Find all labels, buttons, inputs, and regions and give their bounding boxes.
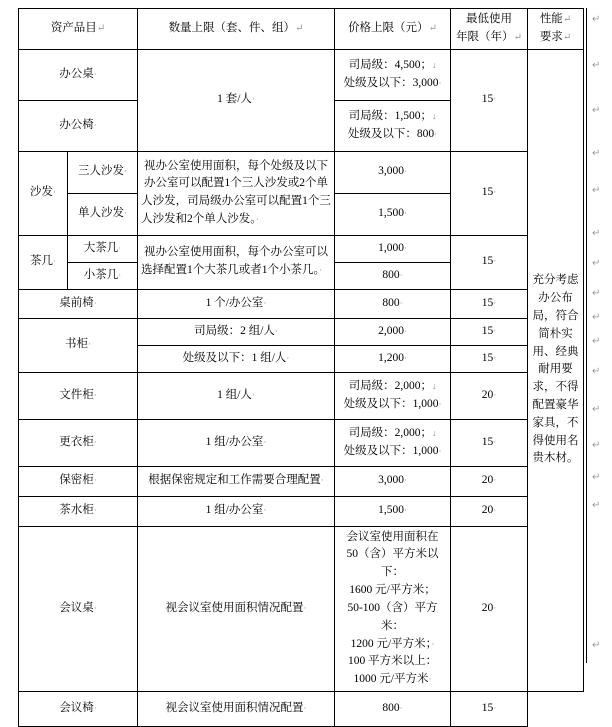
header-perf-line2: 要求	[539, 30, 563, 43]
cell-price-file-cabinet	[335, 372, 451, 419]
pilcrow-mark: ↵	[562, 14, 572, 25]
format-mark: ·	[438, 77, 442, 88]
item-label: 会议椅	[59, 702, 94, 715]
quantity-value: 1 个/办公室	[205, 296, 264, 309]
row-item-tea-cabinet	[19, 496, 138, 526]
format-mark: ·	[93, 475, 97, 486]
item-label: 保密柜	[59, 474, 94, 487]
pilcrow-icon: ↵	[592, 366, 601, 377]
cell-price-bookcase-junior	[335, 345, 451, 372]
row-group-sofa	[19, 151, 68, 235]
price-tier-line: 会议室使用面积在	[346, 530, 439, 543]
quantity-value: 1 组/办公室	[205, 435, 264, 448]
years-value: 15	[481, 324, 494, 337]
quantity-value: 视会议室使用面积情况配置	[165, 702, 304, 715]
cell-price-desk	[335, 49, 451, 100]
format-mark: ·	[438, 398, 442, 409]
format-mark: ·	[399, 703, 403, 714]
table-row	[19, 372, 584, 419]
pilcrow-icon: ↵	[592, 336, 601, 347]
wrap-mark: ↓	[431, 110, 437, 121]
pilcrow-icon: ↵	[592, 500, 601, 511]
sub-item-label: 大茶几	[83, 241, 119, 254]
page-right-rule	[586, 8, 587, 663]
row-item-file-cabinet	[19, 372, 138, 419]
cell-years-wardrobe	[451, 419, 528, 466]
cell-quantity-conference-table	[138, 526, 335, 691]
format-mark: ·	[403, 208, 407, 219]
wrap-mark: ↓	[431, 427, 437, 438]
format-mark: ·	[493, 352, 497, 363]
group-label: 沙发	[30, 186, 53, 199]
quantity-value: 视办公室使用面积，每个处级及以下办公室可以配置1个三人沙发或2个单人沙发，司局级办公室可以配置1个三人沙发和2个单人沙发。	[141, 159, 331, 225]
pilcrow-icon: ↵	[592, 105, 601, 116]
cell-price-tea-cabinet	[335, 496, 451, 526]
format-mark: ·	[493, 703, 497, 714]
row-sub-small-tea-table	[68, 262, 138, 289]
cell-years-tea-table	[451, 235, 528, 289]
price-tier-line: 1600 元/平方米；	[349, 584, 436, 597]
format-mark: ·	[93, 119, 97, 130]
format-mark: ·	[493, 94, 497, 105]
row-item-chair	[19, 100, 138, 151]
format-mark: ·	[319, 265, 323, 276]
format-mark: ·	[303, 703, 307, 714]
table-row	[19, 419, 584, 466]
cell-price-conference-table	[335, 526, 451, 691]
format-mark: ·	[399, 269, 403, 280]
cell-price-small-tea-table	[335, 262, 451, 289]
row-item-front-desk-chair	[19, 289, 138, 318]
wrap-mark: ↓	[431, 380, 437, 391]
header-perf-line1: 性能	[539, 13, 563, 25]
cell-quantity-desk-chair	[138, 49, 335, 151]
format-mark: ·	[286, 352, 290, 363]
pilcrow-mark: ↵	[295, 22, 304, 34]
years-value: 15	[481, 435, 494, 448]
price-tier-line: 1000 元/平方米	[353, 673, 429, 686]
row-item-wardrobe	[19, 419, 138, 466]
cell-years-bookcase-senior	[451, 318, 528, 345]
format-mark: ·	[251, 94, 255, 105]
item-label: 桌前椅	[59, 296, 94, 309]
price-value: 1,000	[378, 241, 404, 254]
table-row	[19, 235, 584, 262]
format-mark: ·	[403, 505, 407, 516]
format-mark: ·	[256, 213, 260, 224]
price-value: 2,000	[378, 324, 404, 337]
price-line-2: 处级及以下：800	[347, 127, 435, 140]
pilcrow-icon: ↵	[592, 148, 601, 159]
cell-quantity-file-cabinet	[138, 372, 335, 419]
format-mark: ·	[493, 389, 497, 400]
format-mark: ·	[124, 166, 127, 177]
format-mark: ·	[403, 166, 407, 177]
format-mark: ·	[263, 505, 267, 516]
table-row	[19, 496, 584, 526]
cell-years-front-desk-chair	[451, 289, 528, 318]
pilcrow-mark: ↵	[513, 31, 522, 43]
format-mark: ·	[493, 256, 497, 267]
years-value: 15	[481, 255, 494, 268]
pilcrow-icon: ↵	[592, 404, 601, 415]
row-item-conference-chair	[19, 691, 138, 726]
cell-years-sofa	[451, 151, 528, 235]
format-mark: ·	[93, 703, 97, 714]
row-item-security-cabinet	[19, 466, 138, 496]
format-mark: ·	[263, 297, 267, 308]
quantity-value: 视办公室使用面积，每个办公室可以选择配置1个大茶几或者1个小茶几。	[141, 246, 329, 277]
format-mark: ·	[493, 436, 497, 447]
cell-years-conference-chair	[451, 691, 528, 726]
header-item	[19, 9, 138, 50]
format-mark: ·	[118, 269, 122, 280]
format-mark: ·	[93, 297, 97, 308]
price-value: 3,000	[378, 165, 404, 178]
sub-item-label: 单人沙发	[78, 207, 124, 220]
cell-price-three-seat-sofa	[335, 151, 451, 193]
format-mark: ·	[263, 436, 267, 447]
format-mark: ·	[93, 436, 97, 447]
format-mark: ·	[251, 389, 255, 400]
cell-quantity-bookcase-senior	[138, 318, 335, 345]
cell-quantity-security-cabinet	[138, 466, 335, 496]
cell-price-wardrobe	[335, 419, 451, 466]
cell-years-bookcase-junior	[451, 345, 528, 372]
cell-quantity-front-desk-chair	[138, 289, 335, 318]
pilcrow-icon: ↵	[592, 472, 601, 483]
pilcrow-icon: ↵	[592, 228, 601, 239]
row-sub-three-seat-sofa	[68, 151, 138, 193]
item-label: 文件柜	[59, 388, 94, 401]
group-label: 茶几	[30, 255, 53, 268]
years-value: 15	[481, 296, 494, 309]
header-years	[451, 9, 528, 50]
pilcrow-mark: ↵	[428, 22, 437, 34]
price-tier-line: 1200 元/平方米；	[350, 637, 432, 650]
quantity-value: 处级及以下：1 组/人	[182, 351, 287, 364]
format-mark: ·	[403, 325, 407, 336]
price-value: 800	[382, 268, 400, 281]
price-line-2: 处级及以下：1,000	[343, 444, 439, 457]
sub-item-label: 三人沙发	[78, 165, 124, 178]
price-tier-line: 50（含）平方米以下：	[346, 548, 439, 579]
item-label: 书柜	[65, 338, 88, 351]
price-line-2: 处级及以下：1,000	[343, 397, 439, 410]
table-row	[19, 691, 584, 726]
cell-years-security-cabinet	[451, 466, 528, 496]
table-row	[19, 151, 584, 193]
sub-item-label: 小茶几	[83, 268, 119, 281]
pilcrow-icon: ↵	[592, 312, 601, 323]
format-mark: ·	[93, 389, 97, 400]
cell-years-desk-chair	[451, 49, 528, 151]
price-line-1: 司局级：2,000；	[348, 379, 432, 392]
paragraph-marks-margin	[592, 0, 612, 663]
table-row	[19, 466, 584, 496]
format-mark: ·	[428, 674, 432, 685]
format-mark: ·	[303, 602, 307, 613]
format-mark: ·	[493, 602, 497, 613]
pilcrow-mark: ↵	[562, 31, 572, 43]
cell-years-file-cabinet	[451, 372, 528, 419]
format-mark: ·	[493, 475, 497, 486]
years-value: 20	[481, 474, 494, 487]
quantity-value: 根据保密规定和工作需要合理配置	[148, 474, 321, 487]
years-value: 20	[481, 504, 494, 517]
price-line-1: 司局级：1,500；	[348, 109, 432, 122]
years-value: 20	[481, 601, 494, 614]
item-label: 办公桌	[59, 67, 94, 80]
header-years-line1: 最低使用	[466, 13, 513, 25]
format-mark: ·	[399, 297, 403, 308]
quantity-value: 1 套/人	[217, 93, 252, 106]
price-value: 3,000	[378, 474, 404, 487]
quantity-value: 1 组/人	[217, 388, 252, 401]
price-tier-line: 50-100（含）平方米：	[347, 601, 438, 632]
row-item-desk	[19, 49, 138, 100]
header-item-label: 资产品目	[50, 21, 97, 34]
table-row	[19, 318, 584, 345]
format-mark: ·	[438, 445, 442, 456]
item-label: 更衣柜	[59, 435, 94, 448]
cell-years-tea-cabinet	[451, 496, 528, 526]
price-value: 800	[382, 702, 400, 715]
table-row	[19, 289, 584, 318]
table-row	[19, 49, 584, 100]
header-price	[335, 9, 451, 50]
quantity-value: 1 组/办公室	[205, 504, 264, 517]
item-label: 会议桌	[59, 601, 94, 614]
years-value: 15	[481, 702, 494, 715]
pilcrow-mark: ↵	[96, 22, 106, 34]
table-row	[19, 526, 584, 691]
format-mark: ·	[93, 68, 97, 79]
format-mark: ·	[493, 297, 497, 308]
format-mark: ·	[493, 505, 497, 516]
format-mark: ·	[93, 602, 97, 613]
row-item-bookcase	[19, 318, 138, 372]
performance-text: 充分考虑办公布局，符合简朴实用、经典耐用要求，不得配置豪华家具，不得使用名贵木材。	[532, 274, 579, 465]
price-value: 800	[382, 296, 400, 309]
cell-price-bookcase-senior	[335, 318, 451, 345]
price-tier-line: 100 平方米以上：	[347, 655, 438, 668]
header-performance	[528, 9, 584, 50]
format-mark: ·	[431, 638, 435, 649]
pilcrow-icon: ↵	[592, 258, 601, 269]
cell-quantity-wardrobe	[138, 419, 335, 466]
cell-price-chair	[335, 100, 451, 151]
row-sub-single-sofa	[68, 193, 138, 235]
cell-price-single-sofa	[335, 193, 451, 235]
cell-quantity-bookcase-junior	[138, 345, 335, 372]
price-line-1: 司局级：2,000；	[348, 426, 432, 439]
header-price-label: 价格上限（元）	[348, 21, 429, 34]
years-value: 15	[481, 93, 494, 106]
cell-price-security-cabinet	[335, 466, 451, 496]
pilcrow-icon: ↵	[592, 440, 601, 451]
price-value: 1,500	[378, 504, 404, 517]
header-quantity-label: 数量上限（套、件、组）	[168, 21, 296, 34]
price-line-2: 处级及以下：3,000	[343, 76, 439, 89]
pilcrow-icon: ↵	[592, 640, 601, 651]
table-header-row	[19, 9, 584, 50]
asset-standards-table	[18, 8, 584, 727]
cell-quantity-tea-cabinet	[138, 496, 335, 526]
price-line-1: 司局级：4,500；	[348, 58, 432, 71]
cell-quantity-sofa	[138, 151, 335, 235]
format-mark: ·	[88, 339, 91, 350]
row-group-tea-table	[19, 235, 68, 289]
cell-price-large-tea-table	[335, 235, 451, 262]
format-mark: ·	[274, 325, 278, 336]
cell-price-conference-chair	[335, 691, 451, 726]
header-years-line2: 年限（年）	[456, 30, 514, 43]
pilcrow-icon: ↵	[592, 185, 601, 196]
format-mark: ·	[403, 242, 407, 253]
format-mark: ·	[403, 475, 407, 486]
quantity-value: 司局级：2 组/人	[194, 324, 275, 337]
years-value: 15	[481, 186, 494, 199]
item-label: 办公椅	[59, 118, 94, 131]
pilcrow-icon: ↵	[592, 288, 601, 299]
price-value: 1,500	[378, 207, 404, 220]
price-value: 1,200	[378, 351, 404, 364]
format-mark: ·	[493, 187, 497, 198]
format-mark: ·	[118, 242, 122, 253]
format-mark: ·	[124, 208, 127, 219]
row-sub-large-tea-table	[68, 235, 138, 262]
wrap-mark: ↓	[431, 59, 437, 70]
item-label: 茶水柜	[59, 504, 94, 517]
cell-quantity-conference-chair	[138, 691, 335, 726]
format-mark: ·	[320, 475, 324, 486]
format-mark: ·	[53, 187, 56, 198]
row-item-conference-table	[19, 526, 138, 691]
format-mark: ·	[434, 128, 438, 139]
cell-quantity-tea-table	[138, 235, 335, 289]
years-value: 20	[481, 388, 494, 401]
quantity-value: 视会议室使用面积情况配置	[165, 601, 304, 614]
years-value: 15	[481, 351, 494, 364]
cell-performance-requirement	[528, 49, 584, 691]
cell-price-front-desk-chair	[335, 289, 451, 318]
format-mark: ·	[93, 505, 97, 516]
cell-years-conference-table	[451, 526, 528, 691]
format-mark: ·	[493, 325, 497, 336]
pilcrow-icon: ↵	[592, 60, 601, 71]
pilcrow-icon: ↵	[592, 14, 601, 25]
format-mark: ·	[53, 256, 56, 267]
format-mark: ·	[403, 352, 407, 363]
header-quantity	[138, 9, 335, 50]
